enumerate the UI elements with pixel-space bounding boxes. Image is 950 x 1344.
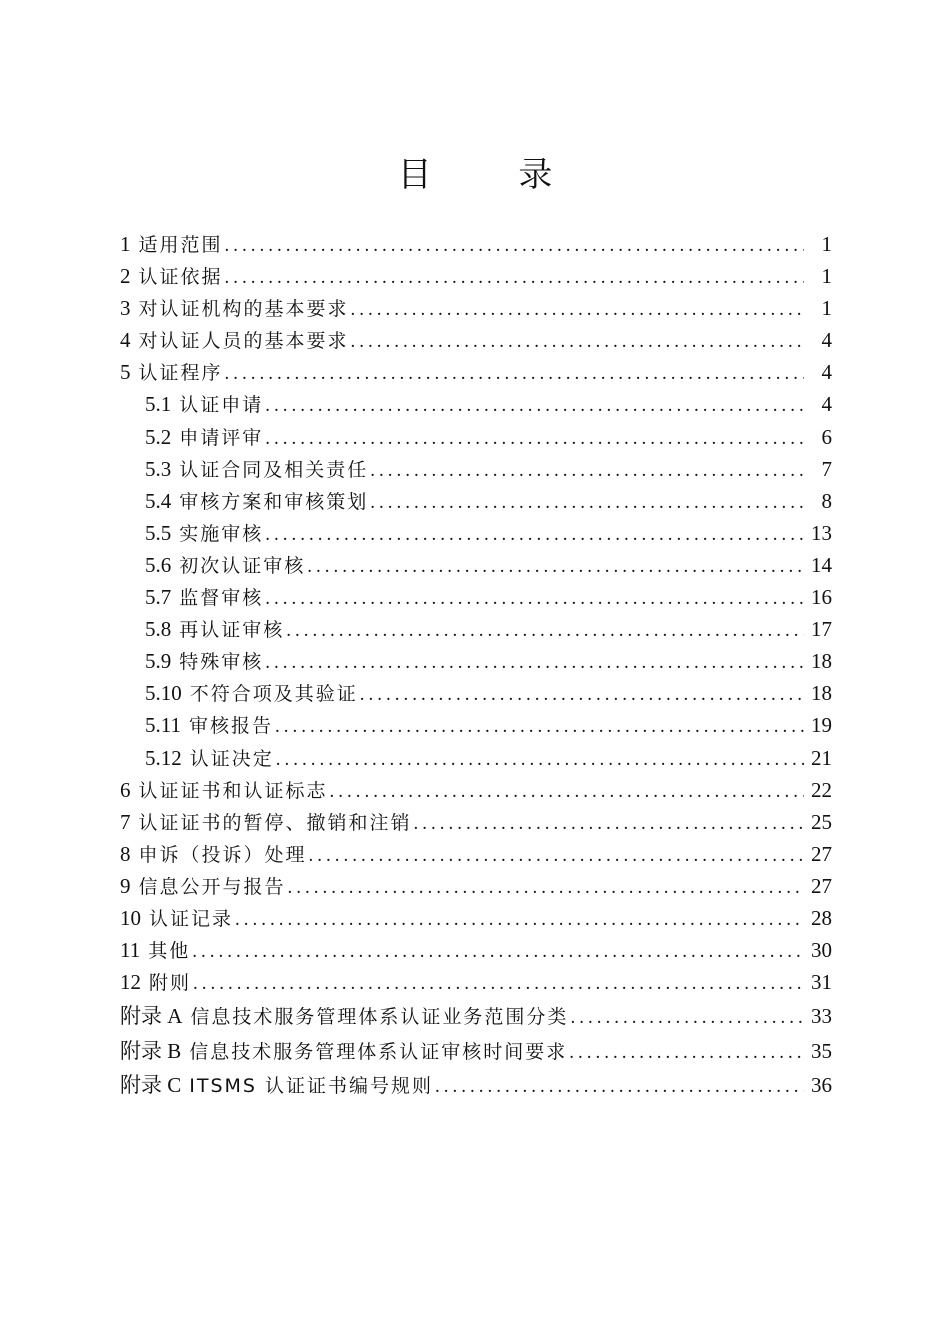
- toc-entry[interactable]: [120, 968, 832, 1000]
- toc-entry-number: 5.6: [145, 552, 172, 577]
- toc-entry-label: 认证申请: [179, 394, 264, 417]
- toc-entry-number: 6: [120, 777, 131, 802]
- toc-entry-label: 认证记录: [149, 907, 234, 930]
- toc-entry-page: 33: [811, 1004, 832, 1029]
- toc-entry-page: 28: [811, 905, 832, 930]
- toc-entry-page: 27: [811, 873, 832, 898]
- toc-leader-dots: [193, 973, 804, 995]
- toc-entry-page: 25: [811, 809, 832, 834]
- toc-leader-dots: [225, 235, 804, 257]
- toc-entry-label: 认证依据: [138, 266, 223, 289]
- toc-entry-number: 5.5: [145, 520, 172, 545]
- toc-entry-label: 实施审核: [179, 522, 264, 545]
- toc-subentry[interactable]: [120, 711, 832, 743]
- toc-entry-label: 认证证书和认证标志: [138, 779, 328, 802]
- toc-entry-label: 审核方案和审核策划: [179, 490, 369, 513]
- toc-entry-label: 对认证人员的基本要求: [138, 330, 349, 353]
- toc-leader-dots: [435, 1076, 804, 1098]
- toc-entry-label: 监督审核: [179, 587, 264, 610]
- toc-leader-dots: [235, 909, 804, 931]
- toc-entry-label: 信息公开与报告: [138, 875, 286, 898]
- toc-entry-page: 17: [811, 617, 832, 642]
- toc-entry-number: 9: [120, 873, 131, 898]
- toc-entry-label: 认证决定: [189, 747, 274, 770]
- toc-subentry[interactable]: [120, 583, 832, 615]
- toc-leader-dots: [265, 428, 804, 450]
- toc-entry[interactable]: [120, 262, 832, 294]
- toc-leader-dots: [192, 941, 804, 963]
- toc-entry-page: 14: [811, 552, 832, 577]
- toc-entry-number: 8: [120, 841, 131, 866]
- toc-entry-page: 1: [821, 264, 832, 289]
- toc-leader-dots: [225, 267, 804, 289]
- toc-leader-dots: [309, 845, 804, 867]
- toc-entry-page: 4: [821, 392, 832, 417]
- toc-entry-page: 35: [811, 1038, 832, 1063]
- toc-leader-dots: [276, 749, 804, 771]
- toc-subentry[interactable]: [120, 744, 832, 776]
- toc-entry-number: 附录 B: [120, 1038, 182, 1063]
- toc-subentry[interactable]: [120, 647, 832, 679]
- toc-leader-dots: [307, 556, 804, 578]
- toc-leader-dots: [288, 877, 804, 899]
- toc-entry[interactable]: [120, 326, 832, 358]
- toc-subentry[interactable]: [120, 487, 832, 519]
- toc-entry-number: 5.8: [145, 617, 172, 642]
- toc-leader-dots: [265, 395, 804, 417]
- toc-entry[interactable]: [120, 904, 832, 936]
- toc-entry-label: 信息技术服务管理体系认证审核时间要求: [189, 1040, 568, 1063]
- toc-entry-page: 36: [811, 1073, 832, 1098]
- toc-entry-page: 21: [811, 745, 832, 770]
- toc-leader-dots: [370, 460, 804, 482]
- toc-entry-page: 30: [811, 938, 832, 963]
- toc-entry-number: 3: [120, 296, 131, 321]
- page-title: 目 录: [397, 155, 591, 195]
- toc-leader-dots: [265, 588, 804, 610]
- toc-entry-label: 不符合项及其验证: [189, 683, 358, 706]
- toc-entry-number: 5.4: [145, 488, 172, 513]
- toc-entry-number: 10: [120, 905, 141, 930]
- toc-entry-label: ITSMS 认证证书编号规则: [189, 1075, 434, 1098]
- toc-leader-dots: [351, 331, 804, 353]
- toc-entry-number: 5.1: [145, 392, 172, 417]
- toc-entry-page: 13: [811, 520, 832, 545]
- toc-entry-number: 1: [120, 232, 131, 256]
- toc-entry-label: 信息技术服务管理体系认证业务范围分类: [190, 1006, 569, 1029]
- toc-leader-dots: [330, 781, 804, 803]
- toc-entry[interactable]: [120, 936, 832, 968]
- toc-entry-label: 特殊审核: [179, 651, 264, 674]
- toc-subentry[interactable]: [120, 679, 832, 711]
- toc-entry-label: 申诉（投诉）处理: [138, 843, 307, 866]
- toc-entry-number: 5: [120, 360, 131, 385]
- toc-entry-label: 其他: [148, 940, 191, 963]
- toc-leader-dots: [570, 1007, 804, 1029]
- toc-entry-page: 27: [811, 841, 832, 866]
- toc-entry-number: 5.2: [145, 424, 172, 449]
- toc-leader-dots: [370, 492, 804, 514]
- toc-entry-page: 7: [821, 456, 832, 481]
- toc-entry-label: 初次认证审核: [179, 554, 306, 577]
- toc-entry-label: 审核报告: [188, 715, 273, 738]
- toc-entry-label: 附则: [149, 972, 192, 995]
- toc-subentry[interactable]: [120, 423, 832, 455]
- toc-entry-number: 5.11: [145, 713, 181, 738]
- toc-subentry[interactable]: [120, 551, 832, 583]
- toc-entry-number: 5.10: [145, 681, 182, 706]
- toc-entry-number: 7: [120, 809, 131, 834]
- toc-entry-number: 5.9: [145, 649, 172, 674]
- toc-entry-number: 5.7: [145, 585, 172, 610]
- table-of-contents: [120, 230, 832, 1104]
- toc-entry-label: 对认证机构的基本要求: [138, 298, 349, 321]
- toc-entry-page: 16: [811, 585, 832, 610]
- toc-entry[interactable]: [120, 358, 832, 390]
- toc-entry-page: 18: [811, 681, 832, 706]
- toc-leader-dots: [275, 716, 804, 738]
- toc-leader-dots: [286, 620, 804, 642]
- toc-entry-page: 6: [821, 424, 832, 449]
- toc-subentry[interactable]: [120, 455, 832, 487]
- toc-entry-page: 31: [811, 970, 832, 995]
- toc-subentry[interactable]: [120, 519, 832, 551]
- toc-appendix-entry[interactable]: [120, 1069, 832, 1104]
- toc-appendix-entry[interactable]: [120, 1035, 832, 1070]
- toc-entry-page: 22: [811, 777, 832, 802]
- toc-entry[interactable]: [120, 840, 832, 872]
- toc-entry-number: 11: [120, 938, 141, 963]
- toc-entry[interactable]: [120, 230, 832, 262]
- toc-entry-page: 4: [821, 328, 832, 353]
- toc-leader-dots: [414, 813, 804, 835]
- toc-leader-dots: [351, 299, 804, 321]
- toc-entry-number: 附录 C: [120, 1073, 182, 1098]
- toc-entry-label: 申请评审: [179, 426, 264, 449]
- toc-entry-label: 认证程序: [138, 362, 223, 385]
- toc-entry-page: 8: [821, 488, 832, 513]
- toc-entry-page: 18: [811, 649, 832, 674]
- toc-entry-number: 12: [120, 970, 141, 995]
- toc-entry-number: 2: [120, 264, 131, 289]
- toc-leader-dots: [265, 652, 804, 674]
- toc-entry[interactable]: [120, 808, 832, 840]
- toc-leader-dots: [225, 363, 804, 385]
- toc-entry-page: 1: [821, 296, 832, 321]
- toc-leader-dots: [265, 524, 804, 546]
- toc-appendix-entry[interactable]: [120, 1000, 832, 1035]
- toc-entry-number: 5.3: [145, 456, 172, 481]
- toc-entry-label: 认证合同及相关责任: [179, 458, 369, 481]
- toc-leader-dots: [569, 1042, 804, 1064]
- toc-entry-label: 适用范围: [138, 234, 223, 256]
- toc-entry-number: 附录 A: [120, 1004, 183, 1029]
- toc-leader-dots: [360, 684, 804, 706]
- toc-entry-number: 4: [120, 328, 131, 353]
- toc-entry[interactable]: [120, 776, 832, 808]
- toc-entry-page: 4: [821, 360, 832, 385]
- toc-entry[interactable]: [120, 294, 832, 326]
- toc-entry-label: 认证证书的暂停、撤销和注销: [138, 811, 412, 834]
- toc-entry-page: 19: [811, 713, 832, 738]
- toc-entry[interactable]: [120, 872, 832, 904]
- toc-subentry[interactable]: [120, 615, 832, 647]
- toc-entry-number: 5.12: [145, 745, 182, 770]
- toc-entry-page: 1: [821, 232, 832, 256]
- toc-entry-label: 再认证审核: [179, 619, 285, 642]
- toc-subentry[interactable]: [120, 390, 832, 422]
